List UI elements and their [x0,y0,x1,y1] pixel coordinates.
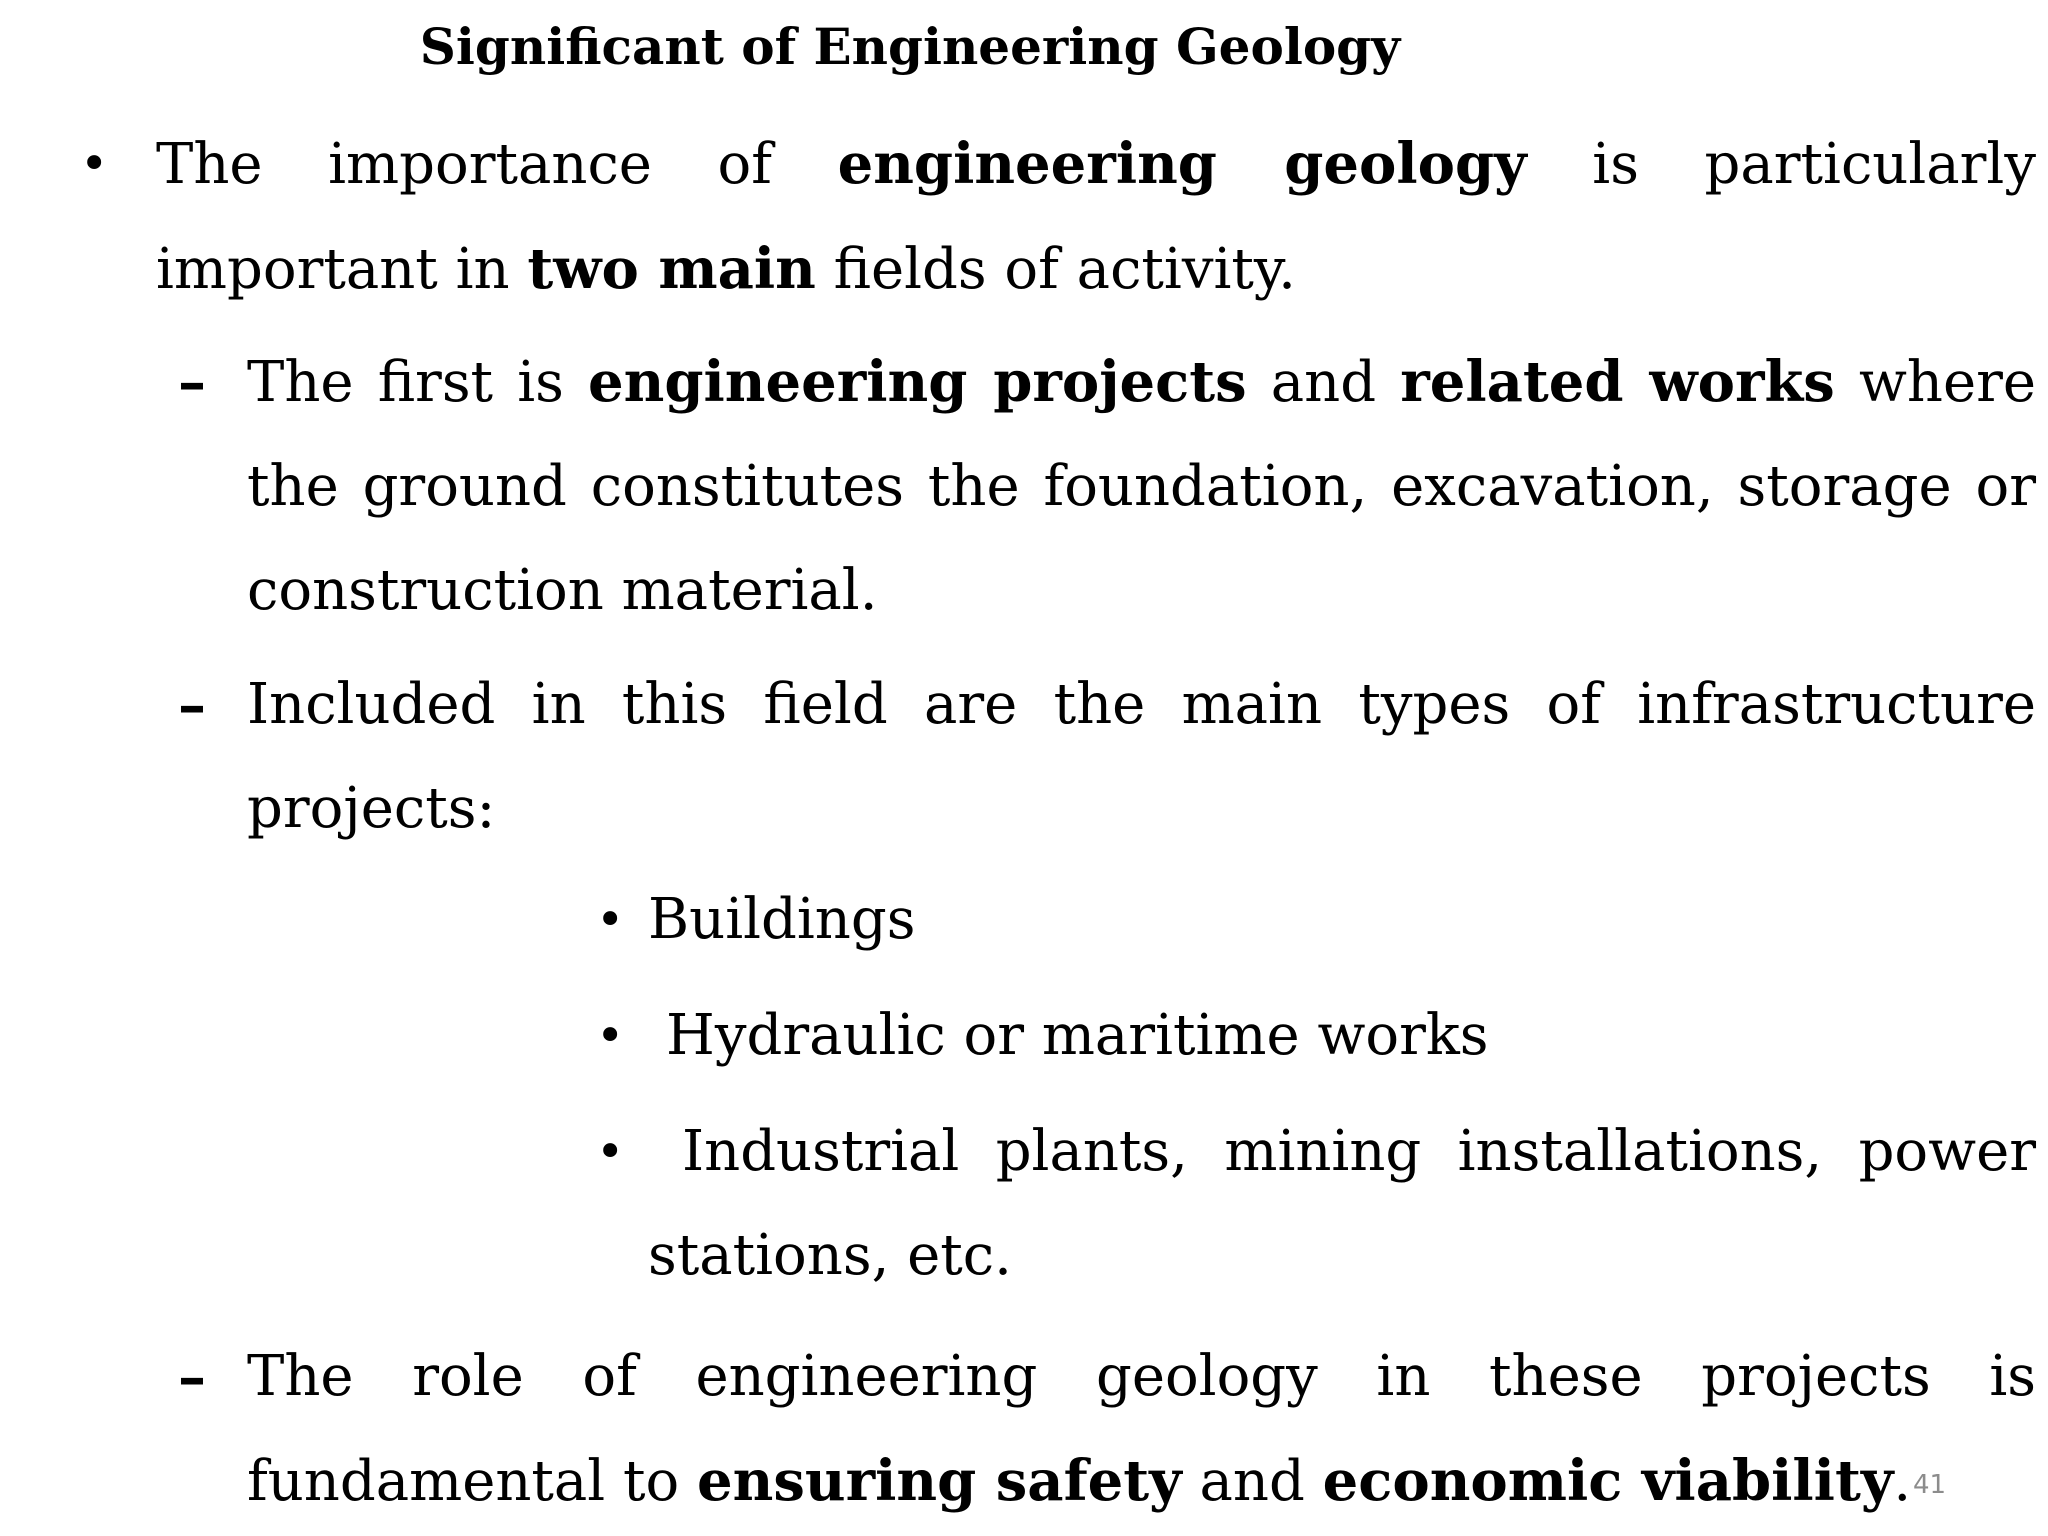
text-segment: and [1246,350,1401,415]
main-bullet-text [156,112,2036,322]
list-item: Buildings [648,887,916,952]
text-segment: where the ground constitutes the foundation, excavation, storage or construction material. [247,350,2036,623]
slide-title: Significant of Engineering Geology [419,17,1401,76]
dash-marker: – [178,1344,206,1410]
sub-bullet-1-text [247,330,2036,643]
text-segment: . [1893,1449,1912,1514]
bold-segment: engineering geology [837,131,1527,197]
sub-bullet-3-text [247,1325,2036,1534]
bullet-marker: • [596,1124,625,1180]
text-segment: is particularly important in [156,132,2036,302]
text-segment: fields of activity. [815,237,1296,302]
list-item: Hydraulic or maritime works [666,1003,1489,1068]
text-segment: and [1181,1449,1323,1514]
text-segment: The role of engineering geology in these projects is fundamental to [247,1344,2036,1514]
bold-segment: engineering projects [588,349,1247,415]
dash-marker: – [178,672,206,738]
list-item: Industrial plants, mining installations, power stations, etc. [648,1119,2036,1288]
bold-segment: two main [527,236,816,302]
bold-segment: related works [1400,349,1835,415]
bullet-marker: • [80,136,109,192]
text-segment: The importance of [156,132,838,197]
bold-segment: ensuring safety [697,1448,1182,1514]
sub-bullet-2-text: Included in this field are the main types of infrastructure projects: [247,672,2036,841]
text-segment: The first is [247,350,588,415]
bullet-marker: • [596,1008,625,1064]
bullet-marker: • [596,892,625,948]
dash-marker: – [178,349,206,415]
bold-segment: economic viability [1322,1448,1894,1514]
page-number: 41 [1913,1470,1947,1500]
